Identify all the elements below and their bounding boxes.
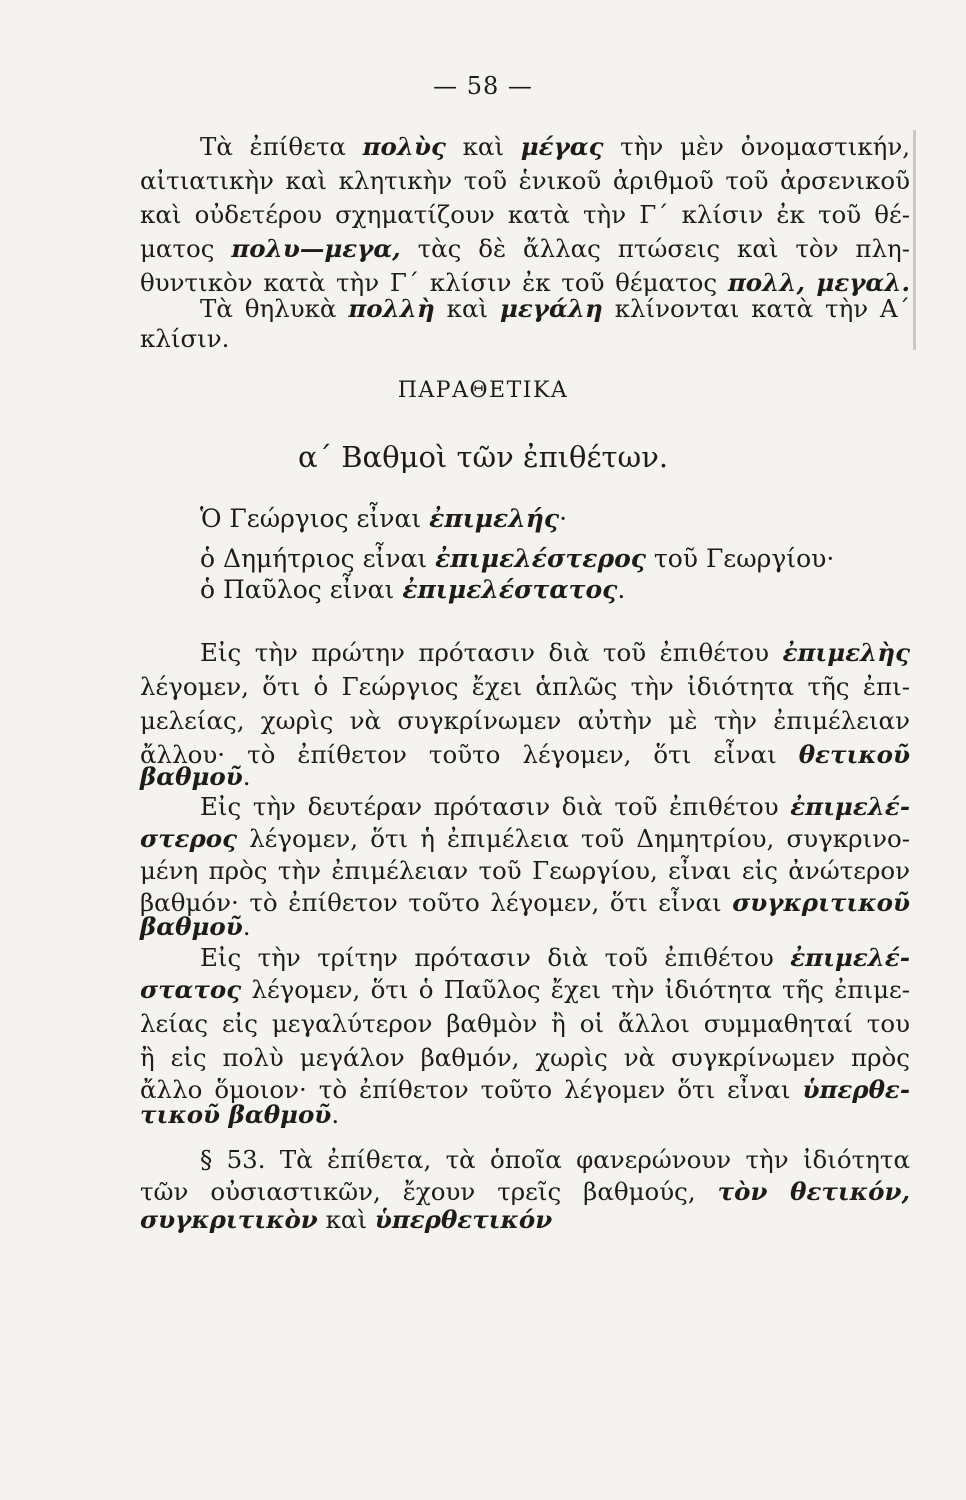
example-line-1: Ὁ Γεώργιος εἶναι ἐπιμελής·: [200, 504, 568, 533]
p1-line-2: λέγομεν, ὅτι ὁ Γεώργιος ἔχει ἁπλῶς τὴν ἰδιότητα τῆς ἐπι-: [140, 672, 910, 701]
p2-line-1: Εἰς τὴν δευτέραν πρότασιν διὰ τοῦ ἐπιθέτου ἐπιμελέ-: [200, 792, 910, 821]
example-line-3: ὁ Παῦλος εἶναι ἐπιμελέστατος.: [200, 575, 626, 604]
p3-line-1: Εἰς τὴν τρίτην πρότασιν διὰ τοῦ ἐπιθέτου ἐπιμελέ-: [200, 943, 910, 972]
page-number: — 58 —: [433, 72, 533, 100]
p3-line-5: ἄλλο ὅμοιον· τὸ ἐπίθετον τοῦτο λέγομεν ὅτι εἶναι ὑπερθε-: [140, 1075, 910, 1104]
example-line-2: ὁ Δημήτριος εἶναι ἐπιμελέστερος τοῦ Γεωργίου·: [200, 544, 835, 573]
p2-line-3: μένη πρὸς τὴν ἐπιμέλειαν τοῦ Γεωργίου, εἶναι εἰς ἀνώτερον: [140, 856, 910, 885]
p3-line-4: ἢ εἰς πολὺ μεγάλον βαθμόν, χωρὶς νὰ συγκρίνωμεν πρὸς: [140, 1043, 910, 1072]
section-title: ΠΑΡΑΘΕΤΙΚΑ: [397, 378, 569, 403]
p4-line-3: συγκριτικὸν καὶ ὑπερθετικόν: [140, 1205, 553, 1234]
subsection-title: α΄ Βαθμοὶ τῶν ἐπιθέτων.: [297, 440, 669, 474]
p1-line-3: μελείας, χωρὶς νὰ συγκρίνωμεν αὐτὴν μὲ τὴν ἐπιμέλειαν: [140, 706, 910, 735]
p1-line-1: Εἰς τὴν πρώτην πρότασιν διὰ τοῦ ἐπιθέτου ἐπιμελὴς: [200, 638, 910, 667]
p2-line-2: στερος λέγομεν, ὅτι ἡ ἐπιμέλεια τοῦ Δημητρίου, συγκρινο-: [140, 824, 910, 853]
p2-line-4: βαθμόν· τὸ ἐπίθετον τοῦτο λέγομεν, ὅτι εἶναι συγκριτικοῦ: [140, 888, 910, 917]
intro-line-1: Τὰ ἐπίθετα πολὺς καὶ μέγας τὴν μὲν ὀνομαστικήν,: [200, 132, 911, 161]
p1-line-4: ἄλλου· τὸ ἐπίθετον τοῦτο λέγομεν, ὅτι εἶναι θετικοῦ: [140, 740, 910, 769]
p3-line-6: τικοῦ βαθμοῦ.: [140, 1100, 340, 1129]
margin-scan-mark: [913, 130, 916, 350]
p4-line-1: § 53. Τὰ ἐπίθετα, τὰ ὁποῖα φανερώνουν τὴν ἰδιότητα: [200, 1145, 910, 1174]
intro-line-4: ματος πολυ—μεγα, τὰς δὲ ἄλλας πτώσεις καὶ τὸν πλη-: [140, 234, 911, 263]
p1-line-5: βαθμοῦ.: [140, 762, 251, 791]
intro-line-3: καὶ οὐδετέρου σχηματίζουν κατὰ τὴν Γ΄ κλίσιν ἐκ τοῦ θέ-: [140, 200, 910, 229]
intro-line-2: αἰτιατικὴν καὶ κλητικὴν τοῦ ἑνικοῦ ἀριθμοῦ τοῦ ἀρσενικοῦ: [140, 166, 910, 195]
intro-line-6: Τὰ θηλυκὰ πολλὴ καὶ μεγάλη κλίνονται κατὰ τὴν Α΄: [200, 294, 910, 323]
p3-line-2: στατος λέγομεν, ὅτι ὁ Παῦλος ἔχει τὴν ἰδιότητα τῆς ἐπιμε-: [140, 975, 910, 1004]
intro-line-5: θυντικὸν κατὰ τὴν Γ΄ κλίσιν ἐκ τοῦ θέματος πολλ, μεγαλ.: [140, 268, 910, 297]
p4-line-2: τῶν οὐσιαστικῶν, ἔχουν τρεῖς βαθμούς, τὸν θετικόν,: [140, 1177, 910, 1206]
p2-line-5: βαθμοῦ.: [140, 912, 251, 941]
p3-line-3: λείας εἰς μεγαλύτερον βαθμὸν ἢ οἱ ἄλλοι συμμαθηταί του: [140, 1009, 910, 1038]
intro-line-7: κλίσιν.: [140, 324, 230, 353]
